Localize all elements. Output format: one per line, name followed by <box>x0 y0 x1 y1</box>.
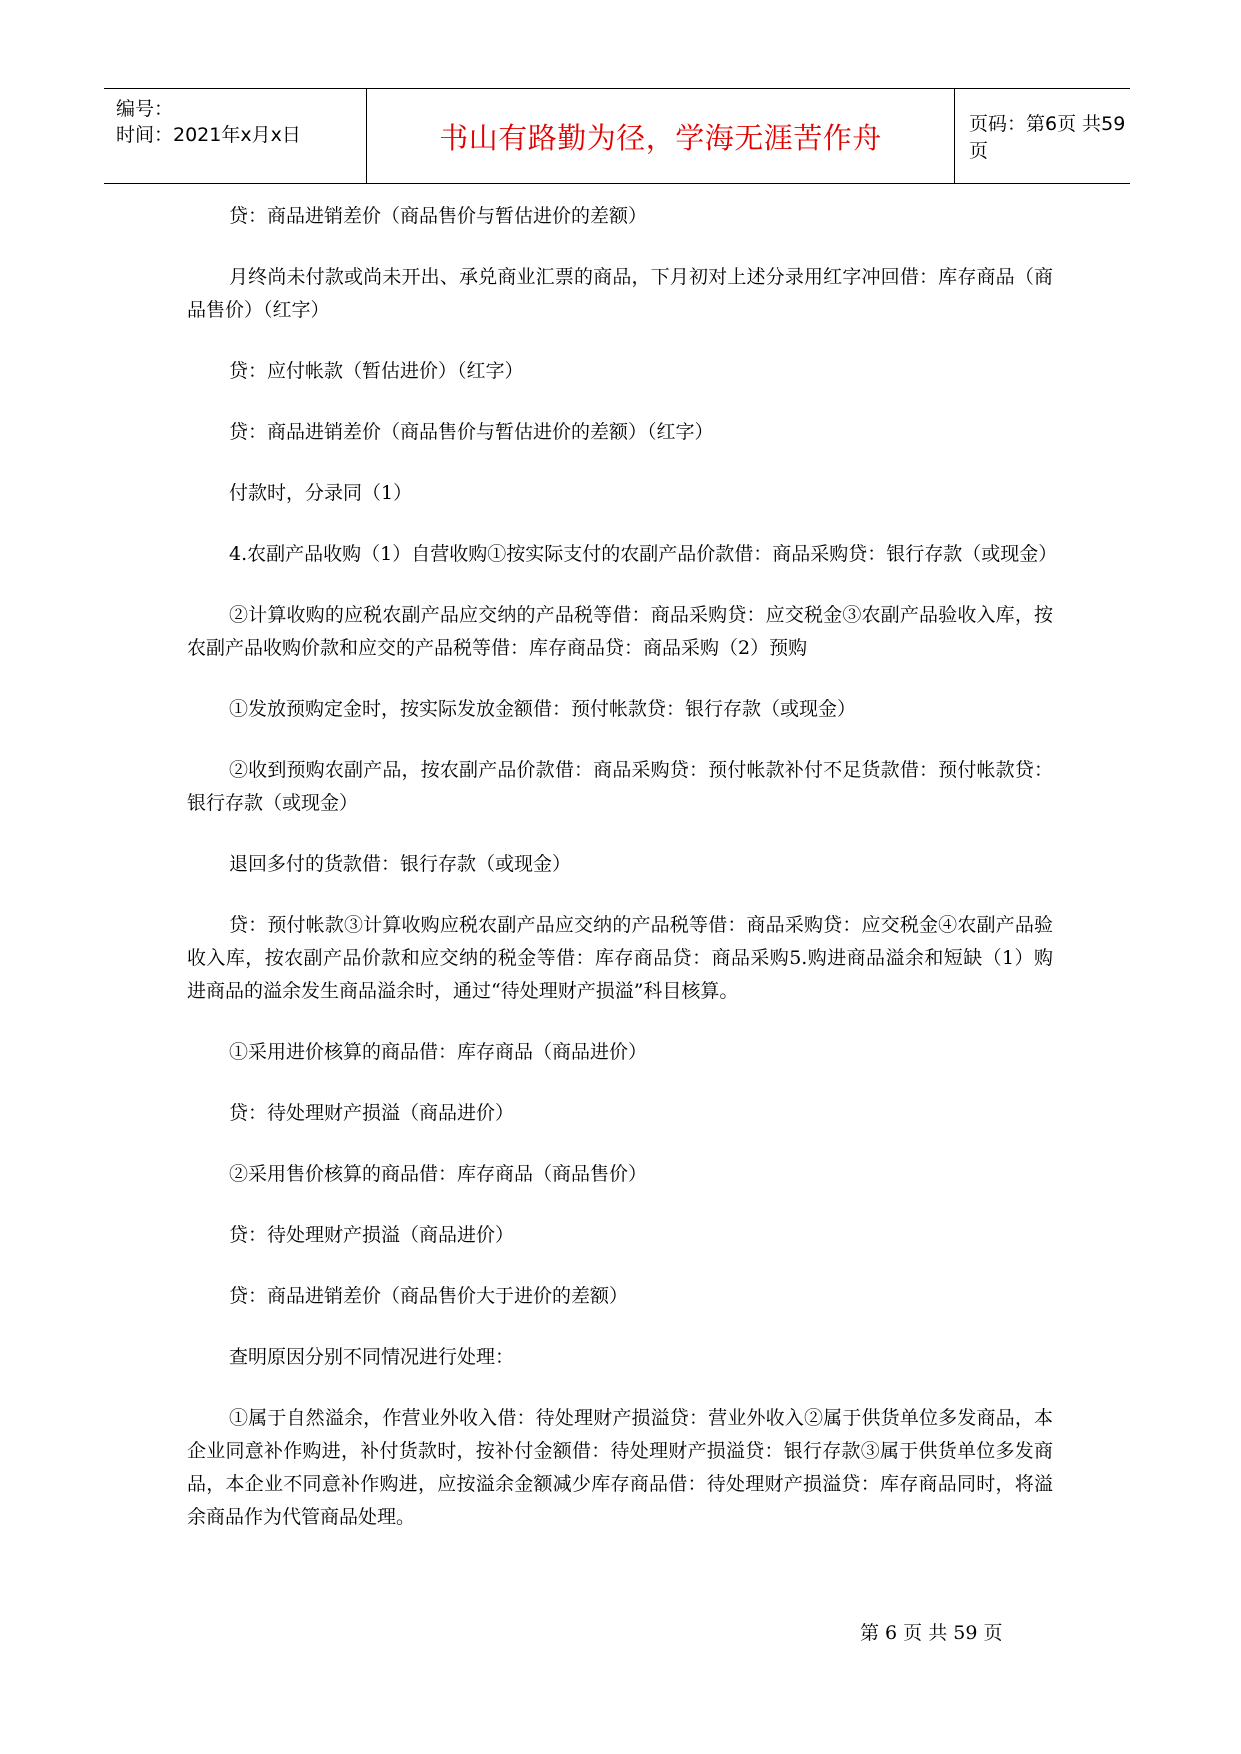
paragraph: 贷：商品进销差价（商品售价与暂估进价的差额）（红字） <box>229 421 714 443</box>
paragraph: ②计算收购的应税农副产品应交纳的产品税等借：商品采购贷：应交税金③农副产品验收入库，按农副产品收购价款和应交的产品税等借：库存商品贷：商品采购（2）预购 <box>187 604 1053 659</box>
paragraph: 贷：待处理财产损溢（商品进价） <box>229 1224 515 1246</box>
paragraph: 月终尚未付款或尚未开出、承兑商业汇票的商品，下月初对上述分录用红字冲回借：库存商品（商品售价）（红字） <box>187 266 1053 321</box>
document-time: 时间：2021年x月x日 <box>116 124 301 146</box>
paragraph: 贷：待处理财产损溢（商品进价） <box>229 1102 515 1124</box>
paragraph: ②采用售价核算的商品借：库存商品（商品售价） <box>229 1163 648 1185</box>
paragraph: ①发放预购定金时，按实际发放金额借：预付帐款贷：银行存款（或现金） <box>229 698 857 720</box>
header-page-code: 页码：第6页 共59页 <box>969 113 1126 162</box>
paragraph: 贷：预付帐款③计算收购应税农副产品应交纳的产品税等借：商品采购贷：应交税金④农副产品验收入库，按农副产品价款和应交纳的税金等借：库存商品贷：商品采购5.购进商品溢余和短缺（1）购进商品的溢余发生商品溢余时，通过“待处理财产损溢”科目核算。 <box>187 914 1053 1002</box>
header-slogan: 书山有路勤为径，学海无涯苦作舟 <box>367 89 955 183</box>
paragraph: 贷：商品进销差价（商品售价与暂估进价的差额） <box>229 205 648 227</box>
paragraph: 贷：商品进销差价（商品售价大于进价的差额） <box>229 1285 629 1307</box>
document-number-label: 编号： <box>116 98 174 120</box>
page-footer: 第 6 页 共 59 页 <box>860 1622 1003 1644</box>
paragraph: ②收到预购农副产品，按农副产品价款借：商品采购贷：预付帐款补付不足货款借：预付帐款贷：银行存款（或现金） <box>187 759 1053 814</box>
header-meta <box>104 89 367 183</box>
paragraph: ①属于自然溢余，作营业外收入借：待处理财产损溢贷：营业外收入②属于供货单位多发商品，本企业同意补作购进，补付货款时，按补付金额借：待处理财产损溢贷：银行存款③属于供货单位多发商品，本企业不同意补作购进，应按溢余金额减少库存商品借：待处理财产损溢贷：库存商品同时，将溢余商品作为代管商品处理。 <box>187 1407 1053 1528</box>
page-header <box>104 88 1130 184</box>
paragraph: 4.农副产品收购（1）自营收购①按实际支付的农副产品价款借：商品采购贷：银行存款（或现金） <box>229 543 1058 565</box>
document-body <box>187 200 1058 1562</box>
paragraph: 贷：应付帐款（暂估进价）（红字） <box>229 360 524 382</box>
paragraph: 查明原因分别不同情况进行处理： <box>229 1346 515 1368</box>
paragraph: 退回多付的货款借：银行存款（或现金） <box>229 853 572 875</box>
paragraph: ①采用进价核算的商品借：库存商品（商品进价） <box>229 1041 648 1063</box>
paragraph: 付款时，分录同（1） <box>229 482 413 504</box>
